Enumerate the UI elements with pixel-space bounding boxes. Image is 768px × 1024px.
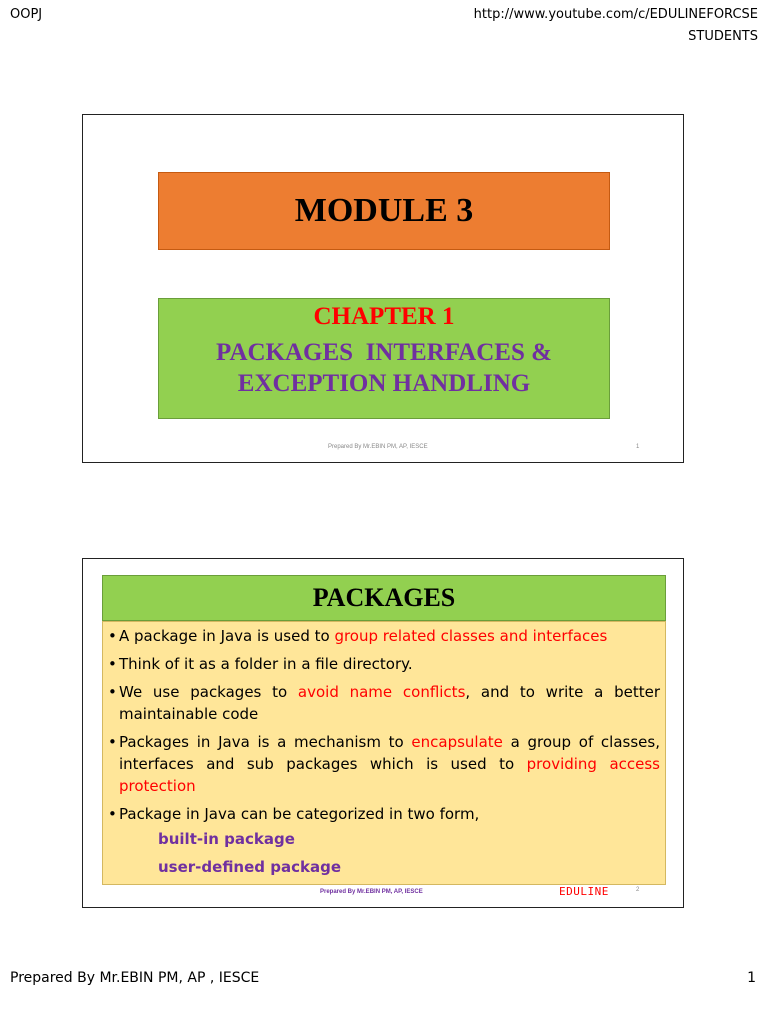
chapter-title <box>159 337 609 399</box>
slide-2-footer: Prepared By Mr.EBIN PM, AP, IESCE <box>320 889 423 895</box>
header-channel-url <box>474 4 758 48</box>
bullet-item <box>108 653 660 675</box>
bullet-item <box>108 625 660 647</box>
slide-1-footer: Prepared By Mr.EBIN PM, AP, IESCE <box>328 444 428 450</box>
bullet-text: Package in Java can be categorized in two form, <box>119 805 480 823</box>
bullet-text: Packages in Java is a mechanism to <box>119 733 412 751</box>
bullet-item <box>108 681 660 725</box>
eduline-brand: EDULINE <box>559 885 609 898</box>
highlight-text: providing access protection <box>119 755 660 795</box>
bullet-icon: • <box>108 655 117 673</box>
bullet-icon: • <box>108 683 117 701</box>
highlight-text: group related classes and interfaces <box>334 627 608 645</box>
built-in-package-item: built-in package <box>158 830 295 848</box>
bullet-item <box>108 731 660 797</box>
page-footer-author: Prepared By Mr.EBIN PM, AP , IESCE <box>10 970 260 986</box>
header-url-line1: http://www.youtube.com/c/EDULINEFORCSE <box>473 7 758 22</box>
bullet-icon: • <box>108 805 117 823</box>
bullet-text: We use packages to <box>119 683 298 701</box>
slide-1-number: 1 <box>636 444 640 450</box>
chapter-label: CHAPTER 1 <box>313 303 455 330</box>
bullet-icon: • <box>108 627 117 645</box>
slide-2-number: 2 <box>636 887 640 893</box>
chapter-box <box>158 298 610 419</box>
chapter-title-line1: PACKAGES INTERFACES & <box>216 339 552 366</box>
highlight-text: encapsulate <box>411 733 503 751</box>
chapter-title-line2: EXCEPTION HANDLING <box>237 370 531 397</box>
packages-title: PACKAGES <box>102 575 666 621</box>
slide-2 <box>82 558 684 908</box>
header-course-code: OOPJ <box>10 7 43 22</box>
page-footer-number: 1 <box>747 970 756 986</box>
header-url-line2: STUDENTS <box>688 29 758 44</box>
bullet-text: a group of classes, interfaces and sub packages which is used to <box>119 733 660 773</box>
bullet-item <box>108 803 660 825</box>
bullet-text: Think of it as a folder in a file directory. <box>119 655 413 673</box>
module-title-box <box>158 172 610 250</box>
bullet-text: A package in Java is used to <box>119 627 335 645</box>
user-defined-package-item: user-defined package <box>158 858 342 876</box>
highlight-text: avoid name conflicts <box>297 683 466 701</box>
bullet-icon: • <box>108 733 117 751</box>
slide-1 <box>82 114 684 463</box>
packages-body <box>102 621 666 885</box>
bullet-text: , and to write a better maintainable code <box>119 683 660 723</box>
module-title: MODULE 3 <box>294 192 474 229</box>
